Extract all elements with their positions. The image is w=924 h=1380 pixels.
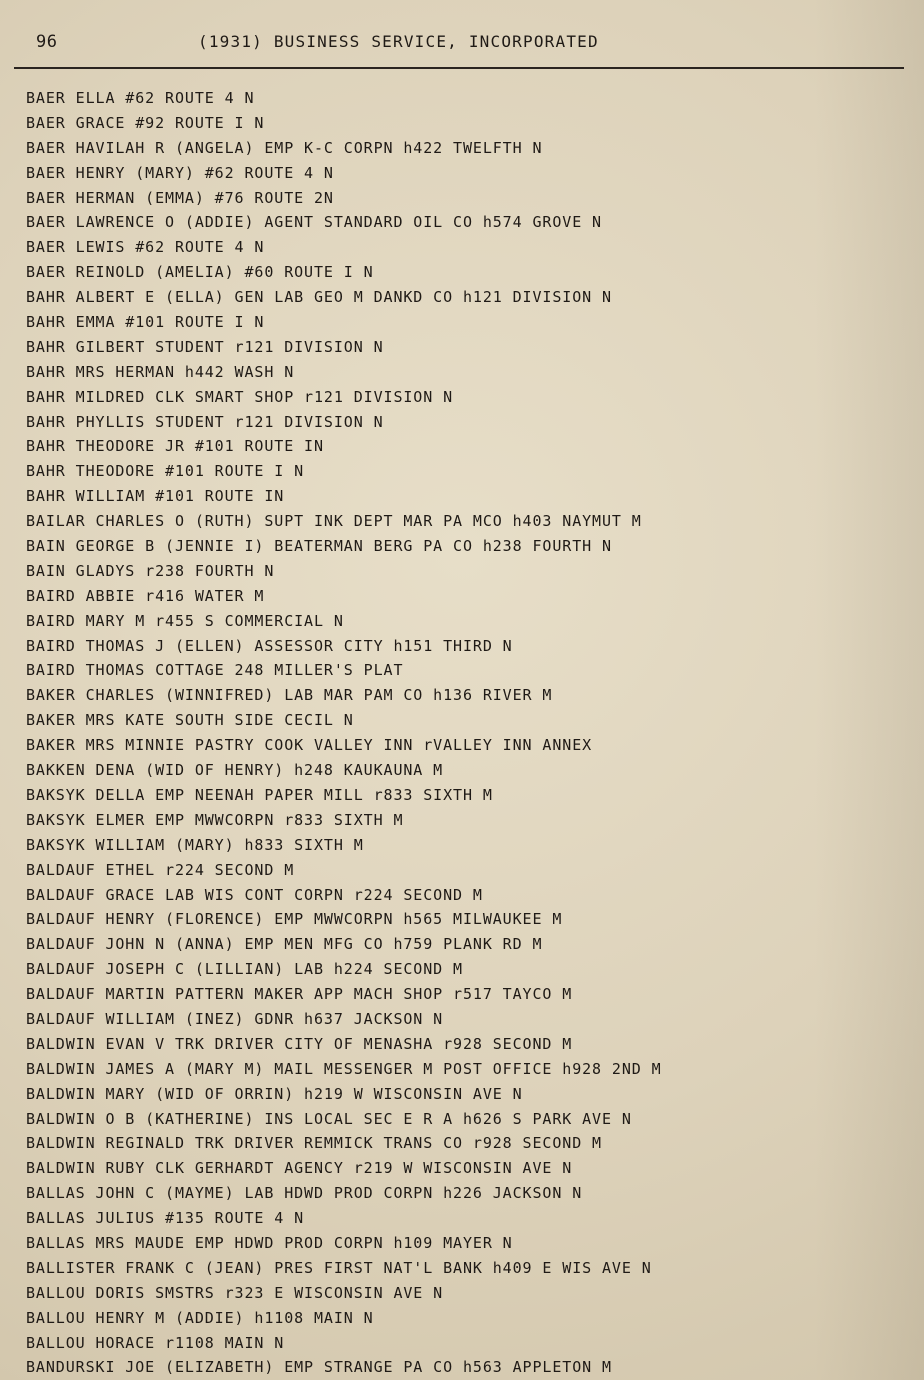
directory-entry: BALDWIN MARY (WID OF ORRIN) h219 W WISCONSIN AVE N	[26, 1084, 523, 1103]
directory-entry: BAER HAVILAH R (ANGELA) EMP K-C CORPN h422 TWELFTH N	[26, 138, 543, 157]
directory-entry: BALDAUF MARTIN PATTERN MAKER APP MACH SHOP r517 TAYCO M	[26, 985, 573, 1004]
directory-listings	[26, 86, 886, 1380]
directory-entry: BALLISTER FRANK C (JEAN) PRES FIRST NAT'L BANK h409 E WIS AVE N	[26, 1258, 652, 1277]
directory-entry: BAHR THEODORE JR #101 ROUTE IN	[26, 437, 324, 456]
directory-entry: BAHR WILLIAM #101 ROUTE IN	[26, 487, 285, 506]
directory-entry: BAKER MRS KATE SOUTH SIDE CECIL N	[26, 711, 354, 730]
directory-entry: BALDAUF GRACE LAB WIS CONT CORPN r224 SECOND M	[26, 885, 483, 904]
directory-entry: BALDAUF ETHEL r224 SECOND M	[26, 860, 295, 879]
directory-entry: BAIRD THOMAS J (ELLEN) ASSESSOR CITY h151 THIRD N	[26, 636, 513, 655]
directory-entry: BALLAS JOHN C (MAYME) LAB HDWD PROD CORPN h226 JACKSON N	[26, 1184, 583, 1203]
directory-entry: BALDWIN O B (KATHERINE) INS LOCAL SEC E R A h626 S PARK AVE N	[26, 1109, 632, 1128]
directory-entry: BALLOU DORIS SMSTRS r323 E WISCONSIN AVE N	[26, 1283, 444, 1302]
directory-entry: BAHR GILBERT STUDENT r121 DIVISION N	[26, 337, 384, 356]
directory-entry: BAER REINOLD (AMELIA) #60 ROUTE I N	[26, 263, 374, 282]
directory-entry: BAIRD THOMAS COTTAGE 248 MILLER'S PLAT	[26, 661, 404, 680]
directory-entry: BAHR PHYLLIS STUDENT r121 DIVISION N	[26, 412, 384, 431]
directory-entry: BAHR ALBERT E (ELLA) GEN LAB GEO M DANKD CO h121 DIVISION N	[26, 288, 612, 307]
page-number: 96	[36, 32, 58, 52]
directory-entry: BALLOU HENRY M (ADDIE) h1108 MAIN N	[26, 1308, 374, 1327]
directory-entry: BAHR EMMA #101 ROUTE I N	[26, 313, 265, 332]
directory-entry: BALLAS JULIUS #135 ROUTE 4 N	[26, 1209, 305, 1228]
directory-entry: BAILAR CHARLES O (RUTH) SUPT INK DEPT MAR PA MCO h403 NAYMUT M	[26, 512, 642, 531]
directory-entry: BAER GRACE #92 ROUTE I N	[26, 113, 265, 132]
directory-entry: BAIN GLADYS r238 FOURTH N	[26, 561, 275, 580]
directory-entry: BAKSYK DELLA EMP NEENAH PAPER MILL r833 SIXTH M	[26, 785, 493, 804]
directory-entry: BANDURSKI JOE (ELIZABETH) EMP STRANGE PA CO h563 APPLETON M	[26, 1358, 612, 1377]
directory-entry: BAKER MRS MINNIE PASTRY COOK VALLEY INN rVALLEY INN ANNEX	[26, 736, 593, 755]
page-header	[36, 30, 896, 58]
directory-entry: BALDAUF WILLIAM (INEZ) GDNR h637 JACKSON N	[26, 1009, 444, 1028]
directory-entry: BAIRD ABBIE r416 WATER M	[26, 586, 265, 605]
directory-entry: BAKSYK ELMER EMP MWWCORPN r833 SIXTH M	[26, 810, 404, 829]
directory-entry: BAIRD MARY M r455 S COMMERCIAL N	[26, 611, 344, 630]
directory-entry: BAKER CHARLES (WINNIFRED) LAB MAR PAM CO h136 RIVER M	[26, 686, 553, 705]
directory-entry: BAER ELLA #62 ROUTE 4 N	[26, 89, 255, 107]
directory-entry: BAER LAWRENCE O (ADDIE) AGENT STANDARD OIL CO h574 GROVE N	[26, 213, 602, 232]
directory-entry: BALDWIN RUBY CLK GERHARDT AGENCY r219 W WISCONSIN AVE N	[26, 1159, 573, 1178]
directory-entry: BALDWIN JAMES A (MARY M) MAIL MESSENGER M POST OFFICE h928 2ND M	[26, 1059, 662, 1078]
directory-entry: BALDWIN REGINALD TRK DRIVER REMMICK TRANS CO r928 SECOND M	[26, 1134, 602, 1153]
running-head: (1931) BUSINESS SERVICE, INCORPORATED	[198, 32, 599, 51]
directory-entry: BALDAUF HENRY (FLORENCE) EMP MWWCORPN h565 MILWAUKEE M	[26, 910, 563, 929]
directory-entry: BALDWIN EVAN V TRK DRIVER CITY OF MENASHA r928 SECOND M	[26, 1034, 573, 1053]
directory-entry: BAIN GEORGE B (JENNIE I) BEATERMAN BERG PA CO h238 FOURTH N	[26, 537, 612, 556]
directory-entry: BAER LEWIS #62 ROUTE 4 N	[26, 238, 265, 257]
directory-entry: BAHR MRS HERMAN h442 WASH N	[26, 362, 295, 381]
header-rule	[14, 67, 904, 69]
directory-entry: BAHR THEODORE #101 ROUTE I N	[26, 462, 305, 481]
directory-entry: BAKKEN DENA (WID OF HENRY) h248 KAUKAUNA M	[26, 761, 444, 780]
directory-entry: BALDAUF JOSEPH C (LILLIAN) LAB h224 SECOND M	[26, 960, 463, 979]
directory-entry: BALLAS MRS MAUDE EMP HDWD PROD CORPN h109 MAYER N	[26, 1233, 513, 1252]
directory-entry: BALLOU HORACE r1108 MAIN N	[26, 1333, 285, 1352]
directory-entry: BAKSYK WILLIAM (MARY) h833 SIXTH M	[26, 835, 364, 854]
directory-entry: BAER HENRY (MARY) #62 ROUTE 4 N	[26, 163, 334, 182]
directory-entry: BALDAUF JOHN N (ANNA) EMP MEN MFG CO h759 PLANK RD M	[26, 935, 543, 954]
directory-entry: BAER HERMAN (EMMA) #76 ROUTE 2N	[26, 188, 334, 207]
directory-entry: BAHR MILDRED CLK SMART SHOP r121 DIVISION N	[26, 387, 454, 406]
